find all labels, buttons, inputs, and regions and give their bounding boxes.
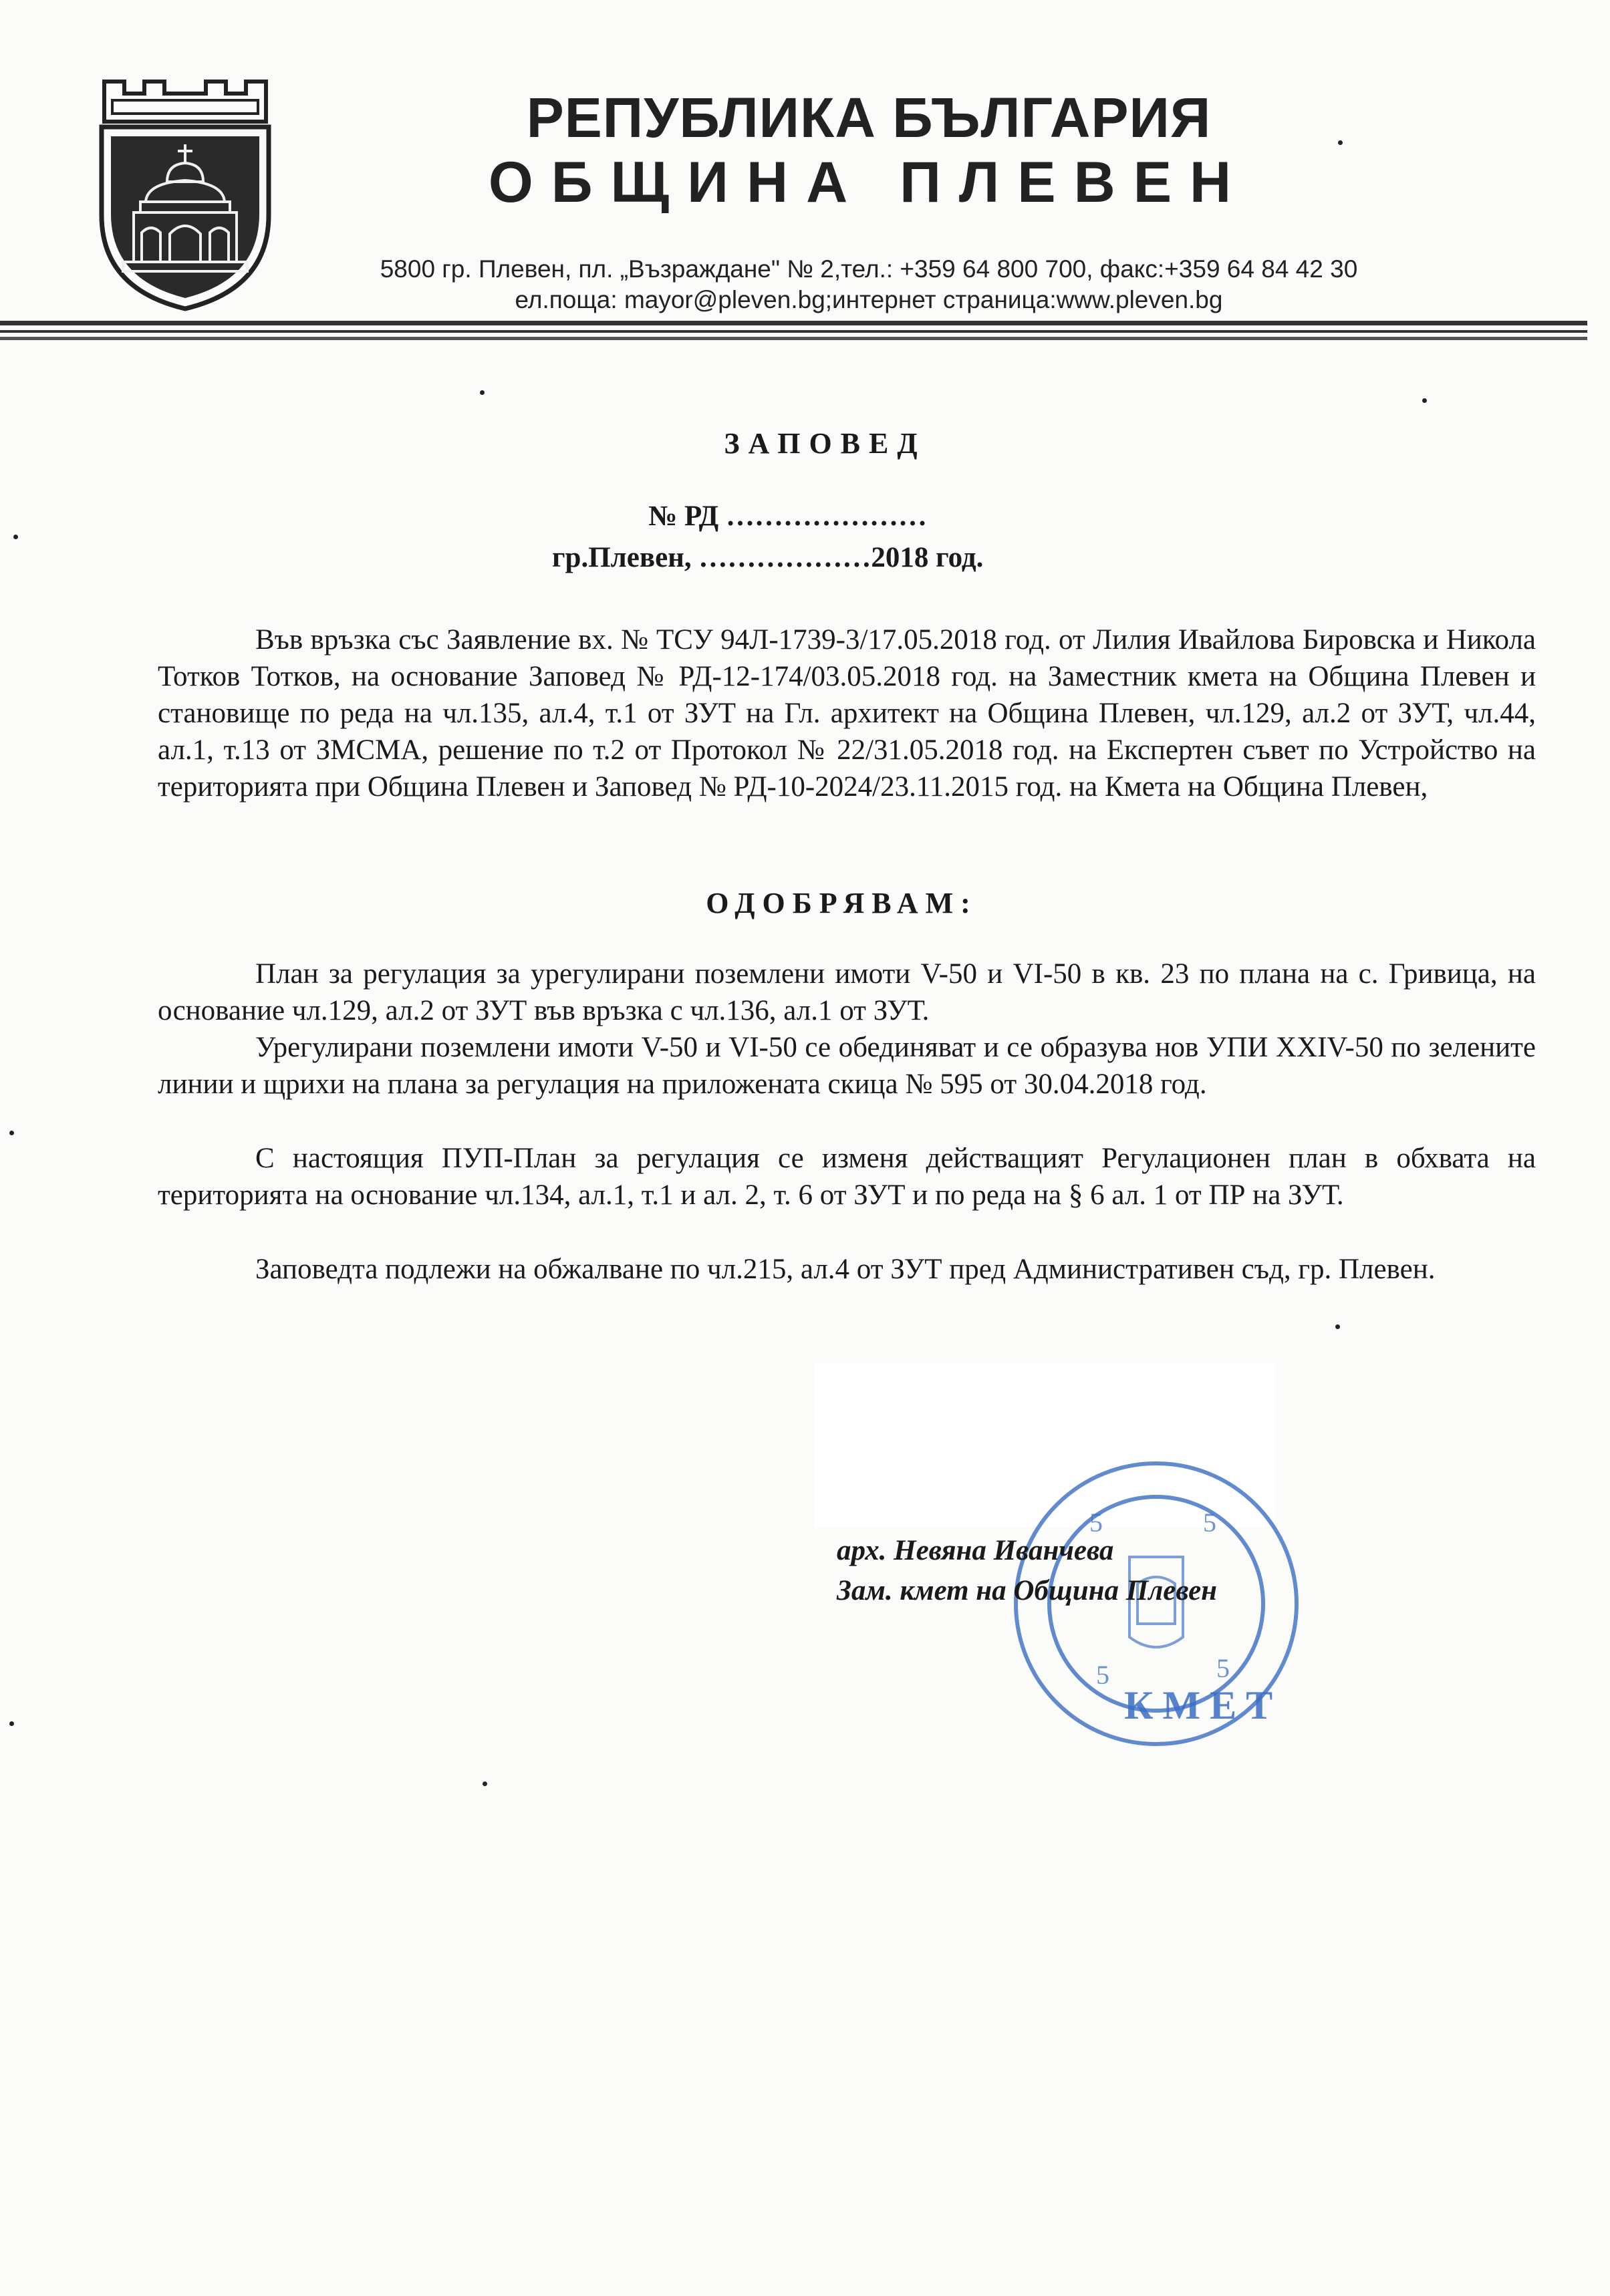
paragraph-3: С настоящия ПУП-План за регулация се изменя действащият Регулационен план в обхвата на територията на основание чл.134, ал.1, т.1 и ал. 2, т. 6 от ЗУТ и по реда на § 6 ал. 1 от ПР на ЗУТ. [158,1143,1536,1211]
svg-text:5: 5 [1216,1653,1230,1683]
signatory-position: Зам. кмет на Община Плевен [837,1575,1218,1606]
scan-speck [13,535,18,539]
intro-paragraph: Във връзка със Заявление вх. № ТСУ 94Л-1739-3/17.05.2018 год. от Лилия Ивайлова Бировска и Никола Тотков Тотков, на основание Заповед № РД-12-174/03.05.2018 год. на Заместник кмета на Община Плевен и становище по реда на чл.135, ал.4, т.1 от ЗУТ на Гл. архитект на Община Плевен, чл.129, ал.2 от ЗУТ, чл.44, ал.1, т.13 от ЗМСМА, решение по т.2 от Протокол № 22/31.05.2018 год. на Експертен съвет по Устройство на територията при Община Плевен и Заповед № РД-10-2024/23.11.2015 год. на Кмета на Община Плевен, [158,624,1536,803]
scan-speck [1335,1324,1340,1329]
approve-heading: ОДОБРЯВАМ: [706,887,978,919]
svg-text:5: 5 [1203,1508,1216,1538]
order-number: № РД ………………… [648,500,927,532]
order-place-date: гр.Плевен, ………………2018 год. [552,542,984,573]
order-title: ЗАПОВЕД [724,427,926,460]
header-contacts: ел.поща: mayor@pleven.bg;интернет страница:www.pleven.bg [515,286,1223,313]
svg-text:5: 5 [1096,1660,1109,1690]
scan-speck [9,1721,14,1726]
scan-speck [1422,398,1427,403]
header-municipality: ОБЩИНА ПЛЕВЕН [488,150,1250,214]
header-rule [0,337,1587,340]
paragraph-4: Заповедта подлежи на обжалване по чл.215, ал.4 от ЗУТ пред Административен съд, гр. Плевен. [255,1254,1436,1285]
svg-text:5: 5 [1089,1508,1103,1538]
pleven-coat-of-arms-logo [92,75,278,311]
scan-speck [483,1781,487,1786]
paragraph-1: План за регулация за урегулирани поземлени имоти V-50 и VI-50 в кв. 23 по плана на с. Гривица, на основание чл.129, ал.2 от ЗУТ във връзка с чл.136, ал.1 от ЗУТ. [158,958,1536,1026]
header-rule [0,330,1587,333]
scan-speck [1338,140,1343,145]
signatory-name: арх. Невяна Иванчева [837,1535,1114,1566]
header-address: 5800 гр. Плевен, пл. „Възраждане" № 2,тел.: +359 64 800 700, факс:+359 64 84 42 30 [380,255,1358,283]
header-republic: РЕПУБЛИКА БЪЛГАРИЯ [526,86,1212,149]
header-rule [0,321,1587,325]
scan-speck [9,1131,14,1135]
scan-speck [480,390,485,395]
paragraph-2: Урегулирани поземлени имоти V-50 и VI-50 се обединяват и се образува нов УПИ XXIV-50 по зелените линии и щрихи на плана за регулация на приложената скица № 595 от 30.04.2018 год. [158,1032,1536,1100]
stamp-text: КМЕТ [1124,1683,1283,1727]
